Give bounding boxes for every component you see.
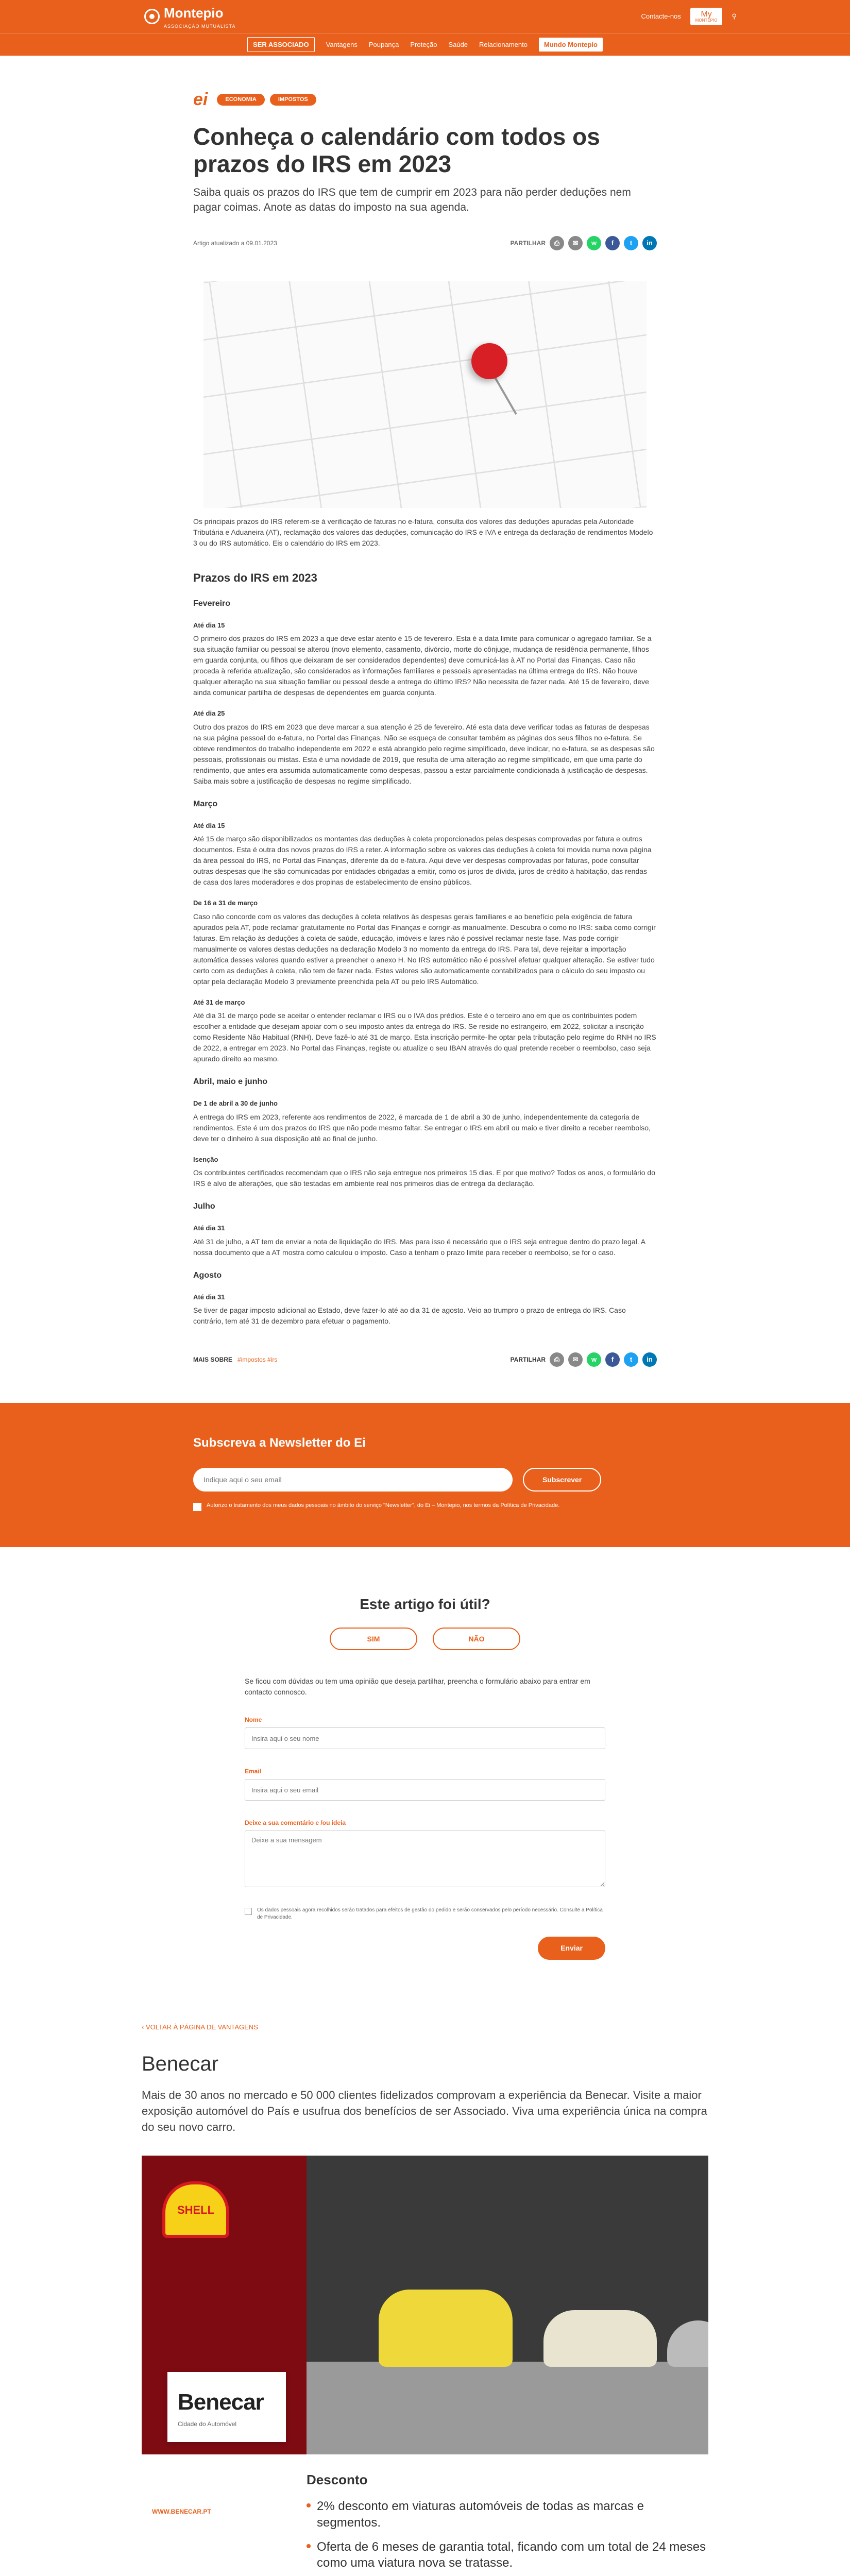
deadline-date: Até dia 15 xyxy=(193,621,225,629)
main-nav xyxy=(0,33,850,56)
contact-link[interactable]: Contacte-nos xyxy=(641,12,681,21)
calendar-cell xyxy=(217,327,303,394)
message-label: Deixe a sua comentário e /ou ideia xyxy=(245,1819,346,1827)
facebook-icon[interactable]: f xyxy=(605,236,620,250)
name-field[interactable] xyxy=(245,1727,605,1749)
yellow-car xyxy=(379,2290,513,2367)
article-body xyxy=(193,516,657,1367)
more-about-label: MAIS SOBRE xyxy=(193,1356,233,1364)
linkedin-icon[interactable]: in xyxy=(642,1352,657,1367)
deadline-date: Isenção xyxy=(193,1155,218,1163)
linkedin-icon[interactable]: in xyxy=(642,236,657,250)
useful-title: Este artigo foi útil? xyxy=(360,1596,490,1613)
deadline-text: Até 31 de julho, a AT tem de enviar a nota de liquidação do IRS. Mas para isso é necessário que o IRS seja entregue dentro do prazo legal. A nossa documento que a AT mostra como calculou o imposto. Caso a tenham o prazo limite para receber o reembolso, se for o caso. xyxy=(193,1237,645,1257)
benecar-logo: Benecar xyxy=(178,2389,264,2415)
calendar-cell xyxy=(531,283,617,350)
month-title: Agosto xyxy=(193,1270,222,1280)
nav-protecao[interactable]: Proteção xyxy=(410,40,437,48)
white-car xyxy=(543,2310,657,2367)
nav-ser-associado[interactable]: SER ASSOCIADO xyxy=(247,37,315,53)
subscribe-button[interactable]: Subscrever xyxy=(523,1468,601,1492)
section-title: Prazos do IRS em 2023 xyxy=(193,571,317,584)
benecar-logo-card: Benecar Cidade do Automóvel xyxy=(167,2372,286,2442)
discount-bullet: 2% desconto em viaturas automóveis de todas as marcas e segmentos. xyxy=(307,2498,708,2530)
shell-sign: SHELL xyxy=(162,2181,229,2238)
calendar-cell xyxy=(390,417,476,484)
calendar-cell xyxy=(382,361,468,428)
article-meta xyxy=(193,236,657,250)
deadline-date: Até dia 31 xyxy=(193,1224,225,1232)
calendar-cell xyxy=(547,395,633,462)
feedback-intro: Se ficou com dúvidas ou tem uma opinião que deseja partilhar, preencha o formulário abaixo para entrar em contacto connosco. xyxy=(245,1677,590,1697)
nav-poupanca[interactable]: Poupança xyxy=(368,40,399,48)
calendar-cell xyxy=(296,316,382,383)
search-icon[interactable]: ⚲ xyxy=(732,12,737,21)
article-hero-image xyxy=(203,281,647,508)
yes-button[interactable]: SIM xyxy=(330,1628,417,1650)
ei-logo[interactable]: ei xyxy=(193,90,208,109)
newsletter-email-input[interactable] xyxy=(193,1468,513,1492)
deadline-date: De 16 a 31 de março xyxy=(193,899,258,907)
month-title: Abril, maio e junho xyxy=(193,1077,268,1087)
twitter-icon[interactable]: t xyxy=(624,236,638,250)
montepio-logo-icon xyxy=(144,9,160,24)
deadline-text: O primeiro dos prazos do IRS em 2023 a que deve estar atento é 15 de fevereiro. Esta é a data limite para comunicar o agregado familiar. Se a sua situação familiar ou pessoal se alterou (novo elemento, casamento, divórcio, morte do cônjuge, mudança de residência permanente, filhos em guarda conjunta, ou filhos que deixaram de ser considerados dependentes) deve comunicá-las à AT no Portal das Finanças. Caso não proceda à referida atualização, são considerados as informações familiares e pessoais apresentadas na última entrega do IRS. Não houve qualquer alteração na sua situação familiar ou pessoal desde a entrega do último IRS? Não necessita de fazer nada. Até 15 de fevereiro, deve ainda comunicar partilha de despesas de dependentes em guarda conjunta. xyxy=(193,634,652,697)
partner-lead: Mais de 30 anos no mercado e 50 000 clientes fidelizados comprovam a experiência da Benecar. Visite a maior exposição automóvel do País e usufrua dos benefícios de ser Associado. Viva uma experiência única na compra do seu novo carro. xyxy=(142,2089,707,2133)
share-bar xyxy=(511,236,657,250)
deadline-date: De 1 de abril a 30 de junho xyxy=(193,1099,278,1108)
deadline-text: A entrega do IRS em 2023, referente aos rendimentos de 2022, é marcada de 1 de abril a 30 de junho, independentemente da categoria de rendimentos. Este é um dos prazos do IRS que não pode mesmo faltar. Se entregar o IRS em abril ou maio e tiver direito a receber reembolso, deve ter o dinheiro à sua disposição até ao final de junho. xyxy=(193,1112,651,1143)
tag-impostos[interactable]: IMPOSTOS xyxy=(270,94,316,106)
pushpin-icon xyxy=(471,343,507,379)
no-button[interactable]: NÃO xyxy=(433,1628,520,1650)
grey-car xyxy=(667,2320,708,2367)
email-field[interactable] xyxy=(245,1779,605,1801)
calendar-cell xyxy=(312,428,398,495)
twitter-icon[interactable]: t xyxy=(624,1352,638,1367)
article-lead: Saiba quais os prazos do IRS que tem de cumprir em 2023 para não perder deduções nem pagar coimas. Anote as datas do imposto na sua agenda. xyxy=(193,186,631,214)
nav-saude[interactable]: Saúde xyxy=(448,40,468,48)
partner-section xyxy=(142,2022,708,2576)
partner-name: Benecar xyxy=(142,2053,218,2076)
month-title: Julho xyxy=(193,1202,215,1211)
tag-economia[interactable]: ECONOMIA xyxy=(217,94,265,106)
calendar-cell xyxy=(538,339,624,406)
hashtags-link[interactable]: #impostos #irs xyxy=(237,1356,278,1364)
calendar-cell xyxy=(374,304,460,371)
back-to-benefits-link[interactable]: ‹ VOLTAR À PÁGINA DE VANTAGENS xyxy=(142,2023,258,2031)
brand-name: Montepio xyxy=(164,5,224,21)
email-icon[interactable]: ✉ xyxy=(568,1352,583,1367)
discount-bullet: Oferta de 6 meses de garantia total, ficando com um total de 24 meses como uma viatura nova se tratasse. xyxy=(307,2539,708,2571)
consent-checkbox[interactable] xyxy=(193,1503,201,1511)
whatsapp-icon[interactable]: w xyxy=(587,236,601,250)
deadline-text: Até dia 31 de março pode se aceitar o entender reclamar o IRS ou o IVA dos prédios. Este é o terceiro ano em que os contribuintes podem escolher a entidade que desejam apoiar com o seu imposto antes da entrega do IRS. Se reside no estrangeiro, em 2022, solicitar a inscrição como Residente Não Habitual (RNH). Deve fazê-lo até 31 de março. Esta inscrição permite-lhe optar pela tributação pelo regime do RNH no IRS de 2022, a entregar em 2023. No Portal das Finanças, registe ou atualize o seu IBAN através do qual pretende receber o reembolso, caso seja apurado direito ao mesmo. xyxy=(193,1011,656,1063)
feedback-consent-checkbox[interactable] xyxy=(245,1908,252,1915)
benecar-site-link[interactable]: WWW.BENECAR.PT xyxy=(152,2508,211,2516)
article xyxy=(193,87,657,250)
calendar-cell xyxy=(303,372,389,439)
month-title: Março xyxy=(193,799,218,808)
calendar-cell xyxy=(468,406,554,473)
feedback-form xyxy=(245,1676,605,1960)
deadline-date: Até dia 15 xyxy=(193,821,225,829)
calendar-illustration xyxy=(203,281,647,508)
whatsapp-icon[interactable]: w xyxy=(587,1352,601,1367)
message-field[interactable] xyxy=(245,1831,605,1887)
top-bar xyxy=(0,0,850,33)
article-footer-tags xyxy=(193,1352,657,1367)
nav-relacionamento[interactable]: Relacionamento xyxy=(479,40,528,48)
article-intro: Os principais prazos do IRS referem-se à verificação de faturas no e-fatura, consulta dos valores das deduções apuradas pela Autoridade Tributária e Aduaneira (AT), reclamação dos valores das deduções, comunicação do IRS e IVA e entrega da declaração de rendimentos Modelo 3 ou do IRS automático. Eis o calendário do IRS em 2023. xyxy=(193,517,653,547)
article-tags xyxy=(193,87,657,113)
facebook-icon[interactable]: f xyxy=(605,1352,620,1367)
newsletter-title: Subscreva a Newsletter do Ei xyxy=(193,1436,366,1450)
month-title: Fevereiro xyxy=(193,599,231,608)
deadline-text: Os contribuintes certificados recomendam que o IRS não seja entregue nos primeiros 15 dias. E por que motivo? Todos os anos, o formulário do IRS é alvo de alterações, que são testadas em ambiente real nos primeiros dias de entrega da declaração. xyxy=(193,1168,656,1188)
nav-vantagens[interactable]: Vantagens xyxy=(326,40,358,48)
discount-title: Desconto xyxy=(307,2472,368,2488)
deadline-text: Outro dos prazos do IRS em 2023 que deve marcar a sua atenção é 25 de fevereiro. Até esta data deve verificar todas as faturas de despesas na sua página pessoal do e-fatura, no Portal das Finanças. Não se esqueça de consultar também as páginas dos seus filhos no e-fatura. Se obteve rendimentos do trabalho independente em 2022 e está abrangido pelo regime simplificado, deve indicar, no e-fatura, se as despesas são pessoais, profissionais ou mistas. Esta é uma novidade de 2019, que resulta de uma alteração ao regime simplificado, em que uma parte do rendimento, que antes era assumida automaticamente como despesas, passou a estar parcialmente condicionada à justificação de despesas. Saiba mais sobre a justificação de despesas no regime simplificado. xyxy=(193,722,655,785)
email-icon[interactable]: ✉ xyxy=(568,236,583,250)
discount-details xyxy=(296,2470,708,2576)
showroom-photo xyxy=(307,2156,708,2454)
months-list xyxy=(193,598,657,1327)
deadline-date: Até dia 31 xyxy=(193,1293,225,1301)
feedback-consent: Os dados pessoais agora recolhidos serão tratados para efeitos de gestão do pedido e serão conservados pelo período necessário. Consulte a Política de Privacidade. xyxy=(245,1907,605,1921)
newsletter-form xyxy=(193,1468,657,1492)
deadline-date: Até 31 de março xyxy=(193,998,245,1006)
print-icon[interactable]: ⎙ xyxy=(550,1352,564,1367)
share-label: PARTILHAR xyxy=(510,239,546,247)
deadline-text: Caso não concorde com os valores das deduções à coleta relativos às despesas gerais familiares e ao benefício pela exigência de fatura apurados pela AT, pode reclamar gratuitamente no Portal das Finanças e corrigir-as manualmente. Descubra o como no IRS: saiba como corrigir faturas. Em relação às deduções à coleta de saúde, educação, imóveis e lares não é possível reclamar neste fase. Mas pode corrigir manualmente os valores destas deduções na declaração Modelo 3 no momento da entrega do IRS. Para tal, deve rejeitar a importação automática desses valores quando estiver a preencher o anexo H. No IRS automático não é possível efetuar qualquer alteração. Se estiver tudo certo com as deduções à coleta, não tem de fazer nada. Estes valores são automaticamente contabilizados para o cálculo do seu imposto ou optar pela declaração Modelo 3 previamente preenchida pela AT ou pelo IRS Automático. xyxy=(193,912,656,986)
my-montepio-button[interactable]: My MONTEPIO xyxy=(690,8,723,25)
partner-hero-image xyxy=(142,2156,708,2454)
calendar-cell xyxy=(225,383,311,450)
deadline-text: Até 15 de março são disponibilizados os montantes das deduções à coleta proporcionados pelas despesas comprovadas por fatura e outros documentos. Esta é outra dos novos prazos do IRS a reter. A informação sobre os valores das deduções à coleta foi movida numa nova página da área pessoal do IRS, no Portal das Finanças, diferente da do e-fatura. Aqui deve ver despesas comprovadas por faturas, pode consultar outras despesas que lhe são comunicadas por entidades obrigadas a emitir, como os juros de dívida, juros de crédito à habitação, das rendas de casa dos lares moderadores e dos propinas de estabelecimento de ensino públicos. xyxy=(193,835,652,887)
useful-section xyxy=(0,1594,850,1650)
article-title: Conheça o calendário com todos os prazos do IRS em 2023 xyxy=(193,123,600,177)
deadline-text: Se tiver de pagar imposto adicional ao Estado, deve fazer-lo até ao dia 31 de agosto. Veio ao trumpro o prazo de entrega do IRS. Caso contrário, tem até 31 de dezembro para efetuar o pagamento. xyxy=(193,1306,626,1326)
share-bar-bottom: PARTILHAR ⎙ ✉ w f t in xyxy=(511,1352,657,1367)
deadline-date: Até dia 25 xyxy=(193,709,225,718)
newsletter-consent: Autorizo o tratamento dos meus dados pessoais no âmbito do serviço "Newsletter", do Ei – Montepio, nos termos da Política de Privacidade. xyxy=(193,1502,657,1511)
print-icon[interactable]: ⎙ xyxy=(550,236,564,250)
brand-logo[interactable] xyxy=(144,3,235,30)
article-date: Artigo atualizado a 09.01.2023 xyxy=(193,239,277,247)
newsletter-section xyxy=(0,1403,850,1547)
calendar-cell xyxy=(233,439,319,506)
brand-sub: ASSOCIAÇÃO MUTUALISTA xyxy=(164,23,236,29)
nav-mundo-montepio[interactable]: Mundo Montepio xyxy=(539,38,603,52)
email-label: Email xyxy=(245,1768,262,1775)
name-label: Nome xyxy=(245,1716,262,1724)
send-button[interactable]: Enviar xyxy=(538,1937,605,1960)
top-right xyxy=(641,8,737,25)
